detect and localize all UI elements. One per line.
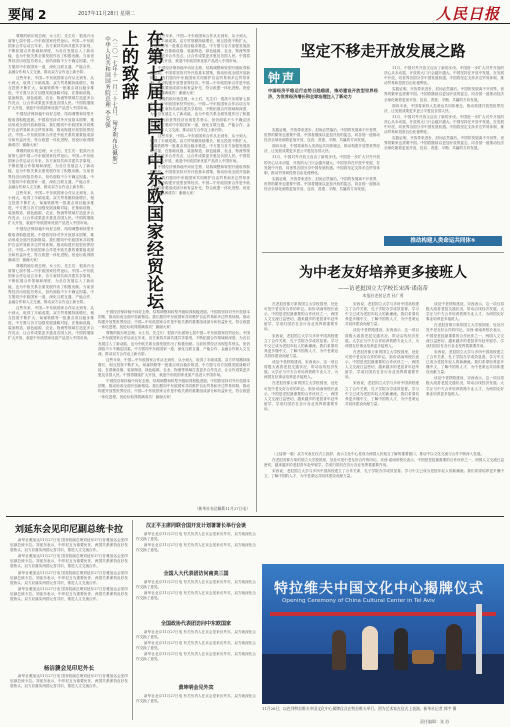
brief-divider: [132, 520, 133, 720]
masthead-logo: 人民日报: [435, 5, 500, 23]
feature-byline: 本报驻老挝记者 孙广勇: [362, 293, 404, 298]
brief-main-body: 新华社雅加达11月27日电 国务院副总理刘延东27日在雅加达会见印尼副总统卡拉。刘延东表示，中印尼互为重要伙伴，两国关系保持良好发展势头。双方应落实两国元首共识，推进人文交流合作。 新华社雅加达11月27日电 国务院副总理刘延东27日在雅加达会见印尼副总统卡拉。刘延东表示，中印尼互为重要伙伴，两国关系保持良好发展势头。双方应落实两国元首共识，推进人文交流合作。 新华社雅加达11月27日电 国务院副总理刘延东27日在雅加达会见印尼副总统卡拉。刘延东表示，中印尼互为重要伙伴，两国关系保持良好发展势头。双方应落实两国元首共识，推进人文交流合作。 新华社雅加达11月27日电 国务院副总理刘延东27日在雅加达会见印尼副总统卡拉。刘延东表示，中印尼互为重要伙伴，两国关系保持良好发展势头。双方应落实两国元首共识，推进人文交流合作。: [10, 538, 128, 602]
editor-credit: 责任编辑：张 苏: [420, 719, 450, 724]
photo-caption: 11月26日，以色列特拉维夫中国文化中心揭牌仪式在特拉维夫举行。图为艺术家在仪式上表演。新华社记者 郭宇 摄: [262, 706, 457, 711]
photo-story-text: （上接第一版）双方代表在仪式上致辞，表示文化中心将成为两国人民相互了解的重要窗口，推动中以文化交流与合作不断深入发展。 在老挝首都万象的国立大学校园里，处处可见中老友好合作的印记。宋西·诺南蒂校长表示，中国是老挝最重要的合作伙伴之一，两国人文交流日益密切，越来越多的老挝青年赴华留学，学成归国后在各行各业发挥着重要作用。 宋西说，老挝国立大学与多所中国高校建立了合作关系，孔子学院办学成效显著。学习中文已成为老挝年轻人的新潮流。我们希望培养更多懂中文、了解中国的人才，为中老命运共同体建设贡献力量。: [264, 452, 504, 479]
page-header: [0, 0, 510, 24]
event-photo: [262, 564, 504, 704]
performer-4: [446, 624, 462, 670]
commentary-intro: 中国经济平稳运行态势日趋稳固，推动建设开放型世界经济，为世界经济增长和全球治理注入了新动力: [268, 88, 378, 99]
brief-second-body: 新华社雅加达11月27日电 国务院副总理刘延东27日在雅加达会见印尼副总统卡拉。刘延东表示，中印尼互为重要伙伴，两国关系保持良好发展势头。双方应落实两国元首共识，推进人文交流合作。: [10, 674, 128, 689]
commentary-column-1: 11月，中国对外开放又迈出了新的步伐。中国进一步扩大对外开放的决心从未动摇，开放的大门只会越开越大。中国坚持在开放中发展，在发展中开放，同世界各国分享中国发展机遇。中国将坚定支持多边贸易体制，推动贸易和投资自由化便利化。 实践证明，开放带来进步，封闭必然落后。中国的发展离不开世界，世界的繁荣也需要中国。中国将继续以更加开放的姿态，同各国一道推动经济全球化朝着更加开放、包容、普惠、平衡、共赢的方向发展。 面向未来，中国将秉持人类命运共同体理念，推动构建开放型世界经济，让发展成果更多更公平惠及各国人民。 11月，中国对外开放又迈出了新的步伐。中国进一步扩大对外开放的决心从未动摇，开放的大门只会越开越大。中国坚持在开放中发展，在发展中开放，同世界各国分享中国发展机遇。中国将坚定支持多边贸易体制，推动贸易和投资自由化便利化。 实践证明，开放带来进步，封闭必然落后。中国的发展离不开世界，世界的繁荣也需要中国。中国将继续以更加开放的姿态，同各国一道推动经济全球化朝着更加开放、包容、普惠、平衡、共赢的方向发展。: [384, 66, 504, 151]
feature-subtitle: ——访老挝国立大学校长宋西·诺南蒂: [338, 286, 428, 292]
brief-col2-title4: 黄坤明会见外宾: [178, 685, 214, 691]
photo-banner-stripe: [270, 612, 496, 616]
brief-col2-body: 新华社北京11月27日电 有关负责人在京会见来访外宾，双方就深化合作交换了意见。 新华社北京11月27日电 有关负责人在京会见来访外宾，双方就深化合作交换了意见。: [136, 532, 256, 553]
feature-column-2: 宋西说，老挝国立大学与多所中国高校建立了合作关系，孔子学院办学成效显著。学习中文已成为老挝年轻人的新潮流。我们希望培养更多懂中文、了解中国的人才，为中老命运共同体建设贡献力量。 谈及中老铁路建设，宋西表示，这一项目将极大改善老挝交通状况，带动沿线经济发展。大学正与中方合作培养铁路专业人才，为两国友好事业培养更多接班人。 在老挝首都万象的国立大学校园里，处处可见中老友好合作的印记。宋西·诺南蒂校长表示，中国是老挝最重要的合作伙伴之一，两国人文交流日益密切，越来越多的老挝青年赴华留学，学成归国后在各行各业发挥着重要作用。 宋西说，老挝国立大学与多所中国高校建立了合作关系，孔子学院办学成效显著。学习中文已成为老挝年轻人的新潮流。我们希望培养更多懂中文、了解中国的人才，为中老命运共同体建设贡献力量。: [345, 302, 419, 406]
brief-col2-body2: 新华社北京11月27日电 有关负责人在京会见来访外宾，双方就深化合作交换了意见。 新华社北京11月27日电 有关负责人在京会见来访外宾，双方就深化合作交换了意见。: [136, 580, 256, 601]
feature-column-3: 谈及中老铁路建设，宋西表示，这一项目将极大改善老挝交通状况，带动沿线经济发展。大学正与中方合作培养铁路专业人才，为两国友好事业培养更多接班人。 在老挝首都万象的国立大学校园里，处处可见中老友好合作的印记。宋西·诺南蒂校长表示，中国是老挝最重要的合作伙伴之一，两国人文交流日益密切，越来越多的老挝青年赴华留学，学成归国后在各行各业发挥着重要作用。 宋西说，老挝国立大学与多所中国高校建立了合作关系，孔子学院办学成效显著。学习中文已成为老挝年轻人的新潮流。我们希望培养更多懂中文、了解中国的人才，为中老命运共同体建设贡献力量。 谈及中老铁路建设，宋西表示，这一项目将极大改善老挝交通状况，带动沿线经济发展。大学正与中方合作培养铁路专业人才，为两国友好事业培养更多接班人。: [426, 302, 504, 396]
brief-second-title: 杨洁篪会见印尼外长: [43, 666, 95, 672]
page-number: 2: [38, 8, 47, 22]
lead-column-2: 这些年来，中国—中东欧国家合作从无到有、从小到大，取得了丰硕成果。双方贸易额持续增长，相互投资不断扩大，匈塞铁路等一批重点项目稳步推进。中方愿与各方加强发展战略对接，在基础设施、装备制造、绿色能源、农业、物流等领域打造更多合作亮点，让合作成果更多惠及各国人民。中国将继续扩大开放，欢迎中东欧国家优质产品进入中国市场。 中国经济保持稳中向好态势，结构调整和转型升级取得积极进展。中国将坚持对外开放基本国策，推动形成全面开放新格局。我们愿同中东欧国家共同维护自由贸易和多边贸易体制，推动构建开放型世界经济。中国—中东欧国家合作是中欧关系的重要组成部分和有益补充，符合欧盟一体化进程。祝论坛取得圆满成功！谢谢大家！ 尊敬的欧尔班总理，女士们，先生们：很高兴出席第七届中国—中东欧国家经贸论坛。中国—中东欧国家合作启动五年来，各方秉持共商共建共享原则，不断拓展合作领域和深度，为各自发展注入了新动能，也为中欧关系全面发展作出了积极贡献。当前世界经济出现复苏势头，但仍面临不少不确定因素。中方愿同中东欧国家一道，深化互联互通、产能合作、金融合作和人文交流，推动双方合作迈上新台阶。 这些年来，中国—中东欧国家合作从无到有、从小到大，取得了丰硕成果。双方贸易额持续增长，相互投资不断扩大，匈塞铁路等一批重点项目稳步推进。中方愿与各方加强发展战略对接，在基础设施、装备制造、绿色能源、农业、物流等领域打造更多合作亮点，让合作成果更多惠及各国人民。中国将继续扩大开放，欢迎中东欧国家优质产品进入中国市场。 中国经济保持稳中向好态势，结构调整和转型升级取得积极进展。中国将坚持对外开放基本国策，推动形成全面开放新格局。我们愿同中东欧国家共同维护自由贸易和多边贸易体制，推动构建开放型世界经济。中国—中东欧国家合作是中欧关系的重要组成部分和有益补充，符合欧盟一体化进程。祝论坛取得圆满成功！谢谢大家！: [150, 34, 250, 195]
brief-col2-title3: 全国政协代表团访问中东欧国家: [160, 621, 231, 627]
commentary-title: 坚定不移走开放发展之路: [300, 42, 466, 60]
lead-subtitle: （二〇一七年十一月二十七日，匈牙利布达佩斯）: [111, 36, 117, 168]
feature-column-1: 在老挝首都万象的国立大学校园里，处处可见中老友好合作的印记。宋西·诺南蒂校长表示，中国是老挝最重要的合作伙伴之一，两国人文交流日益密切，越来越多的老挝青年赴华留学，学成归国后在各行各业发挥着重要作用。 宋西说，老挝国立大学与多所中国高校建立了合作关系，孔子学院办学成效显著。学习中文已成为老挝年轻人的新潮流。我们希望培养更多懂中文、了解中国的人才，为中老命运共同体建设贡献力量。 谈及中老铁路建设，宋西表示，这一项目将极大改善老挝交通状况，带动沿线经济发展。大学正与中方合作培养铁路专业人才，为两国友好事业培养更多接班人。 在老挝首都万象的国立大学校园里，处处可见中老友好合作的印记。宋西·诺南蒂校长表示，中国是老挝最重要的合作伙伴之一，两国人文交流日益密切，越来越多的老挝青年赴华留学，学成归国后在各行各业发挥着重要作用。: [264, 302, 338, 411]
brief-col2-body3: 新华社北京11月27日电 有关负责人在京会见来访外宾，双方就深化合作交换了意见。 新华社北京11月27日电 有关负责人在京会见来访外宾，双方就深化合作交换了意见。 新华社北京11月27日电 有关负责人在京会见来访外宾，双方就深化合作交换了意见。: [136, 630, 256, 662]
performer-1: [332, 630, 346, 670]
brief-col2-title2: 全国人大代表团访问南美三国: [163, 571, 229, 577]
lead-column-3: 中国经济保持稳中向好态势，结构调整和转型升级取得积极进展。中国将坚持对外开放基本国策，推动形成全面开放新格局。我们愿同中东欧国家共同维护自由贸易和多边贸易体制，推动构建开放型世界经济。中国—中东欧国家合作是中欧关系的重要组成部分和有益补充，符合欧盟一体化进程。祝论坛取得圆满成功！谢谢大家！ 尊敬的欧尔班总理，女士们，先生们：很高兴出席第七届中国—中东欧国家经贸论坛。中国—中东欧国家合作启动五年来，各方秉持共商共建共享原则，不断拓展合作领域和深度，为各自发展注入了新动能，也为中欧关系全面发展作出了积极贡献。当前世界经济出现复苏势头，但仍面临不少不确定因素。中方愿同中东欧国家一道，深化互联互通、产能合作、金融合作和人文交流，推动双方合作迈上新台阶。 这些年来，中国—中东欧国家合作从无到有、从小到大，取得了丰硕成果。双方贸易额持续增长，相互投资不断扩大，匈塞铁路等一批重点项目稳步推进。中方愿与各方加强发展战略对接，在基础设施、装备制造、绿色能源、农业、物流等领域打造更多合作亮点，让合作成果更多惠及各国人民。中国将继续扩大开放，欢迎中东欧国家优质产品进入中国市场。 中国经济保持稳中向好态势，结构调整和转型升级取得积极进展。中国将坚持对外开放基本国策，推动形成全面开放新格局。我们愿同中东欧国家共同维护自由贸易和多边贸易体制，推动构建开放型世界经济。中国—中东欧国家合作是中欧关系的重要组成部分和有益补充，符合欧盟一体化进程。祝论坛取得圆满成功！谢谢大家！: [98, 310, 250, 399]
lead-end-note: （新华社布达佩斯11月27日电）: [194, 506, 250, 511]
commentary-column-2: 实践证明，开放带来进步，封闭必然落后。中国的发展离不开世界，世界的繁荣也需要中国。中国将继续以更加开放的姿态，同各国一道推动经济全球化朝着更加开放、包容、普惠、平衡、共赢的方向发展。 面向未来，中国将秉持人类命运共同体理念，推动构建开放型世界经济，让发展成果更多更公平惠及各国人民。 11月，中国对外开放又迈出了新的步伐。中国进一步扩大对外开放的决心从未动摇，开放的大门只会越开越大。中国坚持在开放中发展，在发展中开放，同世界各国分享中国发展机遇。中国将坚定支持多边贸易体制，推动贸易和投资自由化便利化。 实践证明，开放带来进步，封闭必然落后。中国的发展离不开世界，世界的繁荣也需要中国。中国将继续以更加开放的姿态，同各国一道推动经济全球化朝着更加开放、包容、普惠、平衡、共赢的方向发展。: [264, 128, 380, 192]
series-ribbon: 推动构建人类命运共同体⑤: [384, 236, 502, 246]
brief-main-title: 刘延东会见印尼副总统卡拉: [14, 525, 123, 535]
lead-author: 中华人民共和国国务院总理 李克强: [104, 36, 110, 129]
section-label: 要闻 2: [8, 8, 47, 23]
photo-banner-english: Opening Ceremony of China Cultural Center in Tel Aviv: [282, 598, 435, 604]
lead-column-1: 尊敬的欧尔班总理，女士们，先生们：很高兴出席第七届中国—中东欧国家经贸论坛。中国—中东欧国家合作启动五年来，各方秉持共商共建共享原则，不断拓展合作领域和深度，为各自发展注入了新动能，也为中欧关系全面发展作出了积极贡献。当前世界经济出现复苏势头，但仍面临不少不确定因素。中方愿同中东欧国家一道，深化互联互通、产能合作、金融合作和人文交流，推动双方合作迈上新台阶。 这些年来，中国—中东欧国家合作从无到有、从小到大，取得了丰硕成果。双方贸易额持续增长，相互投资不断扩大，匈塞铁路等一批重点项目稳步推进。中方愿与各方加强发展战略对接，在基础设施、装备制造、绿色能源、农业、物流等领域打造更多合作亮点，让合作成果更多惠及各国人民。中国将继续扩大开放，欢迎中东欧国家优质产品进入中国市场。 中国经济保持稳中向好态势，结构调整和转型升级取得积极进展。中国将坚持对外开放基本国策，推动形成全面开放新格局。我们愿同中东欧国家共同维护自由贸易和多边贸易体制，推动构建开放型世界经济。中国—中东欧国家合作是中欧关系的重要组成部分和有益补充，符合欧盟一体化进程。祝论坛取得圆满成功！谢谢大家！ 尊敬的欧尔班总理，女士们，先生们：很高兴出席第七届中国—中东欧国家经贸论坛。中国—中东欧国家合作启动五年来，各方秉持共商共建共享原则，不断拓展合作领域和深度，为各自发展注入了新动能，也为中欧关系全面发展作出了积极贡献。当前世界经济出现复苏势头，但仍面临不少不确定因素。中方愿同中东欧国家一道，深化互联互通、产能合作、金融合作和人文交流，推动双方合作迈上新台阶。 这些年来，中国—中东欧国家合作从无到有、从小到大，取得了丰硕成果。双方贸易额持续增长，相互投资不断扩大，匈塞铁路等一批重点项目稳步推进。中方愿与各方加强发展战略对接，在基础设施、装备制造、绿色能源、农业、物流等领域打造更多合作亮点，让合作成果更多惠及各国人民。中国将继续扩大开放，欢迎中东欧国家优质产品进入中国市场。 中国经济保持稳中向好态势，结构调整和转型升级取得积极进展。中国将坚持对外开放基本国策，推动形成全面开放新格局。我们愿同中东欧国家共同维护自由贸易和多边贸易体制，推动构建开放型世界经济。中国—中东欧国家合作是中欧关系的重要组成部分和有益补充，符合欧盟一体化进程。祝论坛取得圆满成功！谢谢大家！ 尊敬的欧尔班总理，女士们，先生们：很高兴出席第七届中国—中东欧国家经贸论坛。中国—中东欧国家合作启动五年来，各方秉持共商共建共享原则，不断拓展合作领域和深度，为各自发展注入了新动能，也为中欧关系全面发展作出了积极贡献。当前世界经济出现复苏势头，但仍面临不少不确定因素。中方愿同中东欧国家一道，深化互联互通、产能合作、金融合作和人文交流，推动双方合作迈上新台阶。 这些年来，中国—中东欧国家合作从无到有、从小到大，取得了丰硕成果。双方贸易额持续增长，相互投资不断扩大，匈塞铁路等一批重点项目稳步推进。中方愿与各方加强发展战略对接，在基础设施、装备制造、绿色能源、农业、物流等领域打造更多合作亮点，让合作成果更多惠及各国人民。中国将继续扩大开放，欢迎中东欧国家优质产品进入中国市场。: [8, 34, 94, 341]
instrument-cello: [412, 650, 434, 664]
performer-3: [394, 628, 408, 670]
flag-pole: [476, 604, 482, 674]
column-logo-box: [264, 68, 300, 84]
brief-col2-body4: 新华社北京11月27日电 有关负责人在京会见来访外宾，双方就深化合作交换了意见。: [136, 694, 256, 704]
feature-title: 为中老友好培养更多接班人: [299, 265, 467, 281]
performer-2: [362, 626, 378, 670]
photo-stage: [262, 654, 504, 704]
column-logo: 钟声: [268, 71, 297, 85]
issue-date: 2017年11月28日 星期二: [78, 11, 136, 17]
section-divider: [262, 252, 504, 253]
photo-banner-text: 特拉维夫中国文化中心揭牌仪式: [274, 581, 484, 597]
brief-col2-title: 汉正平主席同联合国开发计划署署长举行会谈: [145, 523, 246, 529]
page-divider: [6, 516, 504, 517]
lead-title: 在第七届中国—中东欧国家经贸论坛上的致辞: [118, 30, 163, 310]
column-divider: [256, 28, 257, 512]
